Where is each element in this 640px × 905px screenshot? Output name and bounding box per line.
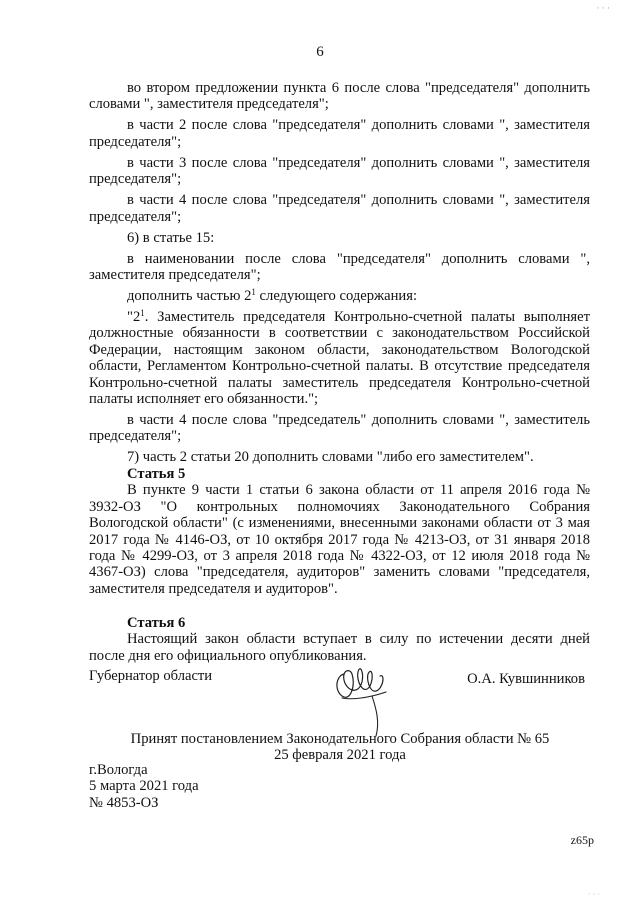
text: "2: [127, 309, 141, 326]
text: следующего содержания:: [255, 288, 418, 305]
document-body: [89, 80, 590, 669]
adoption-date: 25 февраля 2021 года: [274, 747, 406, 764]
law-number: № 4853-ОЗ: [89, 794, 159, 811]
signatory-name: О.А. Кувшинников: [467, 671, 585, 687]
paragraph: в части 4 после слова "председателя" дополнить словами ", заместителя председателя";: [89, 192, 590, 225]
city: г.Вологда: [89, 762, 148, 778]
text: . Заместитель председателя Контрольно-счетной палаты выполняет должностные обязанности в соответствии с законодательством Российской Федерации, настоящим законом области, законодательством Вологодской области, Регламентом Контрольно-счетной палаты. В отсутствие председателя Контрольно-счетной палаты заместитель председателя Контрольно-счетной палаты исполняет его обязанности.";: [89, 309, 590, 408]
document-code: z65p: [570, 833, 594, 847]
article-heading: Статья 6: [127, 614, 186, 631]
paragraph-quoted: [89, 309, 590, 407]
paragraph: в наименовании после слова "председателя" дополнить словами ", заместителя председателя";: [89, 250, 590, 284]
article-heading: Статья 5: [127, 465, 186, 482]
paragraph: 6) в статье 15:: [127, 229, 215, 246]
paragraph: в части 2 после слова "председателя" дополнить словами ", заместителя председателя";: [89, 117, 590, 150]
law-date: 5 марта 2021 года: [89, 778, 199, 795]
corner-mark: · · ·: [588, 889, 600, 899]
paragraph: 7) часть 2 статьи 20 дополнить словами "либо его заместителем".: [127, 449, 534, 466]
spacer: [89, 602, 590, 615]
article-text: В пункте 9 части 1 статьи 6 закона области от 11 апреля 2016 года № 3932-ОЗ "О контрольных полномочиях Законодательного Собрания Вологодской области" (с изменениями, внесенными законами области от 3 мая 2017 года № 4146-ОЗ, от 10 октября 2017 года № 4213-ОЗ, от 31 января 2018 года № 4299-ОЗ, от 3 апреля 2018 года № 4322-ОЗ, от 12 июля 2018 года № 4367-ОЗ) слова "председателя, аудиторов" заменить словами "председателя, заместителя председателя и аудиторов".: [89, 482, 590, 597]
page-number: 6: [316, 44, 324, 60]
adoption-note: [90, 731, 590, 764]
superscript: 1: [140, 308, 145, 319]
superscript: 1: [251, 287, 256, 298]
signatory-position: Губернатор области: [89, 668, 213, 684]
adoption-line: Принят постановлением Законодательного Собрания области № 65: [130, 731, 550, 747]
article-text: Настоящий закон области вступает в силу по истечении десяти дней после дня его официального опубликования.: [89, 631, 590, 664]
handwritten-signature: [330, 652, 390, 738]
corner-mark: · · ·: [596, 3, 610, 13]
paragraph: в части 4 после слова "председатель" дополнить словами ", заместитель председателя";: [89, 412, 590, 445]
text: дополнить частью 2: [127, 288, 252, 305]
paragraph: во втором предложении пункта 6 после слова "председателя" дополнить словами ", заместителя председателя";: [89, 80, 590, 113]
place-date-block: [89, 762, 199, 811]
paragraph: в части 3 после слова "председателя" дополнить словами ", заместителя председателя";: [89, 154, 590, 188]
paragraph-add-part: [89, 288, 590, 304]
